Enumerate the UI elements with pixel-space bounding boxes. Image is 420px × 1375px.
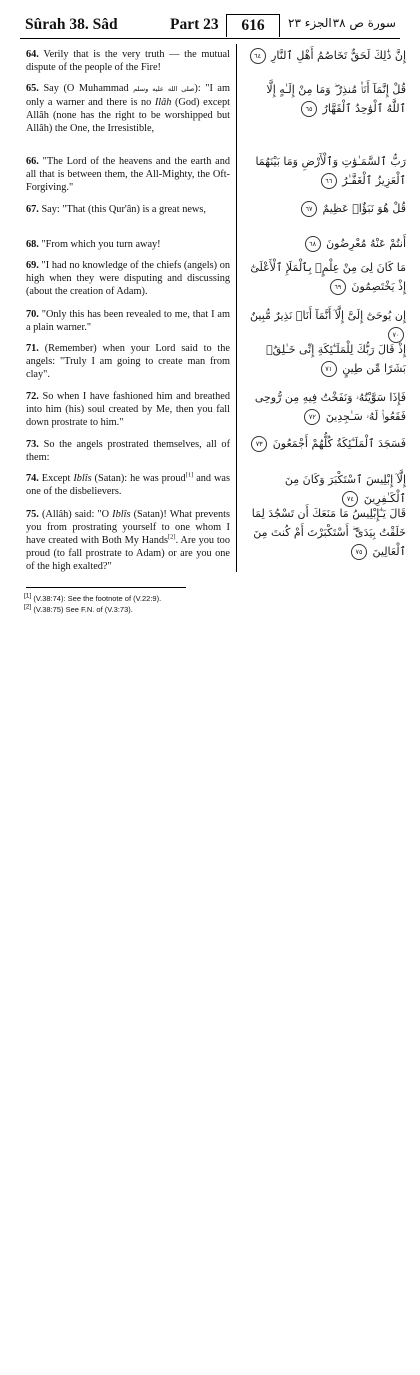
ayah-number-marker: ٧٢ (304, 409, 320, 425)
arabic-verse-71: إِذْ قَالَ رَبُّكَ لِلْمَلَـٰٓئِكَةِ إِنِّى خَـٰلِقٌۢ بَشَرًا مِّن طِينٍ ٧١ (266, 343, 406, 375)
arabic-verse-73: فَسَجَدَ ٱلْمَلَـٰٓئِكَةُ كُلُّهُمْ أَجْمَعُونَ ٧٣ (244, 434, 406, 453)
footnote-ref-2[interactable]: [2] (168, 533, 176, 541)
verse-68: 68. "From which you turn away! (26, 239, 161, 250)
verse-75: 75. (Allâh) said: "O Iblîs (Satan)! What prevents you from prostrating yourself to one whom I have created with Both My Hands[2]. Are you too proud (to fall prostrate to Adam) or are you one of the high exalted?" (26, 509, 230, 572)
verse-66: 66. "The Lord of the heavens and the earth and all that is between them, the All-Mighty, the Oft-Forgiving." (26, 156, 230, 193)
salla-honorific: صلى الله عليه وسلم (133, 85, 195, 93)
arabic-surah-title: سورة ص ٣٨ (332, 16, 396, 30)
arabic-verse-74: إِلَّآ إِبْلِيسَ ٱسْتَكْبَرَ وَكَانَ مِنَ ٱلْكَـٰفِرِينَ ٧٤ (284, 473, 406, 505)
arabic-verse-66: رَبُّ ٱلسَّمَـٰوَٰتِ وَٱلْأَرْضِ وَمَا بَيْنَهُمَا ٱلْعَزِيزُ ٱلْغَفَّـٰرُ ٦٦ (255, 155, 406, 187)
ayah-number-marker: ٦٩ (330, 279, 346, 295)
surah-title: Sûrah 38. Sâd (25, 16, 118, 33)
footnote-rule (26, 587, 186, 588)
ayah-number-marker: ٦٦ (321, 173, 337, 189)
verse-67: 67. Say: "That (this Qur'ân) is a great news, (26, 204, 206, 215)
verse-73: 73. So the angels prostrated themselves, all of them: (26, 439, 230, 463)
footnote-1: [1] (V.38:74): See the footnote of (V.22:9). (24, 592, 162, 603)
arabic-verse-68: أَنتُمْ عَنْهُ مُعْرِضُونَ ٦٨ (244, 234, 406, 253)
ayah-number-marker: ٦٧ (301, 201, 317, 217)
arabic-verse-65: قُلْ إِنَّمَآ أَنَا۠ مُنذِرٌ ۖ وَمَا مِنْ إِلَـٰهٍ إِلَّا ٱللَّهُ ٱلْوَٰحِدُ ٱلْقَهَّارُ ٦٥ (266, 83, 406, 115)
part-label: Part 23 (170, 16, 219, 33)
arabic-verse-72: فَإِذَا سَوَّيْتُهُۥ وَنَفَخْتُ فِيهِ مِن رُّوحِى فَقَعُوا۟ لَهُۥ سَـٰجِدِينَ ٧٢ (254, 391, 406, 423)
arabic-part-label: الجزء ٢٣ (288, 16, 332, 30)
footnote-ref-1[interactable]: [1] (185, 471, 194, 479)
verse-70: 70. "Only this has been revealed to me, that I am a plain warner." (26, 309, 230, 333)
arabic-verse-70: إِن يُوحَىٰٓ إِلَىَّ إِلَّآ أَنَّمَآ أَنَا۠ نَذِيرٌ مُّبِينٌ ٧٠ (244, 306, 406, 344)
ayah-number-marker: ٦٨ (305, 236, 321, 252)
page-number-box: 616 (226, 14, 280, 37)
ayah-number-marker: ٧٤ (342, 491, 358, 507)
ayah-number-marker: ٦٤ (250, 48, 266, 64)
page-header (20, 14, 400, 39)
arabic-verse-67: قُلْ هُوَ نَبَؤٌا۟ عَظِيمٌ ٦٧ (244, 199, 406, 218)
ayah-number-marker: ٧٥ (351, 544, 367, 560)
verse-72: 72. So when I have fashioned him and breathed into him (his) soul created by Me, then you fall down prostrate to him." (26, 391, 230, 428)
footnote-2: [2] (V.38:75) See F.N. of (V.3:73). (24, 603, 133, 614)
ayah-number-marker: ٦٥ (301, 101, 317, 117)
arabic-verse-69: مَا كَانَ لِىَ مِنْ عِلْمٍۭ بِٱلْمَلَإِ ٱلْأَعْلَىٰٓ إِذْ يَخْتَصِمُونَ ٦٩ (250, 261, 406, 293)
ayah-number-marker: ٧١ (321, 361, 337, 377)
ayah-number-marker: ٧٠ (388, 327, 404, 343)
ayah-number-marker: ٧٣ (251, 436, 267, 452)
arabic-verse-64: إِنَّ ذَٰلِكَ لَحَقٌّ تَخَاصُمُ أَهْلِ ٱلنَّارِ ٦٤ (244, 46, 406, 65)
column-divider (236, 44, 237, 572)
arabic-verse-75: قَالَ يَـٰٓإِبْلِيسُ مَا مَنَعَكَ أَن تَسْجُدَ لِمَا خَلَقْتُ بِيَدَىَّ ۖ أَسْتَكْبَرْتَ أَمْ كُنتَ مِنَ ٱلْعَالِينَ ٧٥ (251, 507, 406, 558)
verse-69: 69. "I had no knowledge of the chiefs (angels) on high when they were disputing and discussing (about the creation of Adam). (26, 260, 230, 297)
verse-64: 64. Verily that is the very truth — the mutual dispute of the people of the Fire! (26, 49, 230, 73)
verse-71: 71. (Remember) when your Lord said to the angels: "Truly I am going to create man from clay". (26, 343, 230, 380)
verse-74: 74. Except Iblîs (Satan): he was proud[1] and was one of the disbelievers. (26, 471, 230, 497)
verse-65: 65. Say (O Muhammad صلى الله عليه وسلم): "I am only a warner and there is no Ilâh (God) except Allâh (none has the right to be worshipped but Allâh) the One, the Irresistible, (26, 83, 231, 134)
